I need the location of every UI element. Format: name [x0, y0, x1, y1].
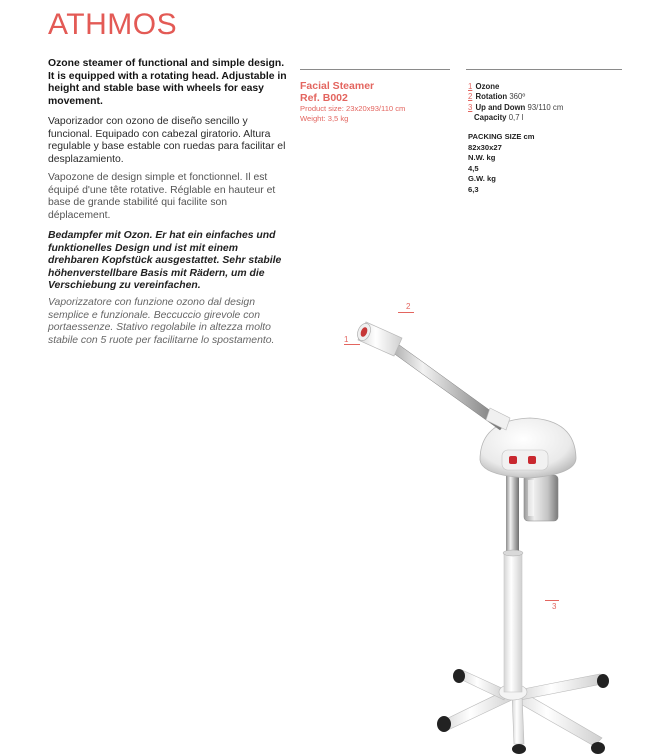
- divider-rule-left: [300, 69, 450, 70]
- description-german: Bedampfer mit Ozon. Er hat ein einfaches und funktionelles Design und ist mit einem drehbaren Kopfstück ausgestattet. Sehr stabile höhenverstellbare Basis mit Rädern, um die Verschiebung zu vereinfachen.: [48, 230, 282, 292]
- feature-label: Up and Down: [475, 102, 526, 112]
- callout-line-3: [545, 600, 559, 601]
- capacity-label: Capacity: [474, 113, 507, 123]
- feature-item: [468, 82, 563, 92]
- feature-item-capacity: [468, 113, 563, 123]
- feature-number: 3: [468, 102, 473, 112]
- steam-nozzle: [355, 321, 402, 356]
- base-column: [504, 552, 522, 692]
- product-reference: Ref. B002: [300, 92, 348, 104]
- capacity-value: 0,7 l: [508, 113, 524, 123]
- description-spanish: Vaporizador con ozono de diseño sencillo y funcional. Equipado con cabezal giratorio. Altura regulable y base estable con ruedas para facilitar el desplazamiento.: [48, 116, 286, 165]
- water-jar: [524, 475, 558, 521]
- description-italian: Vaporizzatore con funzione ozono dal design semplice e funzionale. Beccuccio girevole con portaessenze. Stativo regolabile in altezza molto stabile con 5 ruote per facilitarne lo spostamento.: [48, 297, 275, 346]
- feature-label: Rotation: [475, 92, 508, 102]
- callout-line-2: [398, 312, 414, 313]
- net-weight-value: 4,5: [468, 163, 479, 173]
- feature-number: 1: [468, 82, 473, 91]
- description-english: Ozone steamer of functional and simple design. It is equipped with a rotating head. Adjustable in height and stable base with wheels for easy movement.: [48, 58, 287, 107]
- feature-value: 93/110 cm: [527, 102, 564, 112]
- packing-info: [468, 132, 535, 196]
- chrome-column: [506, 470, 519, 554]
- product-weight: Weight: 3,5 kg: [300, 114, 349, 123]
- gross-weight-label: G.W. kg: [468, 174, 496, 184]
- divider-rule-right: [466, 69, 622, 70]
- product-size: Product size: 23x20x93/110 cm: [300, 104, 406, 113]
- page-title: ATHMOS: [48, 8, 178, 41]
- net-weight-label: N.W. kg: [468, 153, 496, 163]
- gross-weight-value: 6,3: [468, 184, 479, 194]
- callout-3: 3: [552, 602, 557, 611]
- product-name: Facial Steamer: [300, 80, 375, 92]
- ozone-switch: [528, 456, 536, 464]
- feature-item: [468, 92, 563, 102]
- packing-size: 82x30x27: [468, 142, 502, 152]
- feature-label: Ozone: [475, 82, 500, 91]
- steamer-head: [480, 418, 576, 478]
- facial-steamer-illustration: [330, 290, 660, 754]
- callout-line-1: [344, 344, 360, 345]
- power-switch: [509, 456, 517, 464]
- callout-2: 2: [406, 302, 411, 311]
- feature-list: [468, 82, 563, 124]
- packing-heading: PACKING SIZE cm: [468, 132, 535, 141]
- description-french: Vapozone de design simple et fonctionnel. Il est équipé d'une tête rotative. Réglable en hauteur et base de grande stabilité qui facilite son déplacement.: [48, 172, 276, 221]
- callout-1: 1: [344, 335, 349, 344]
- feature-item: [468, 103, 563, 113]
- feature-value: 360º: [509, 92, 526, 102]
- feature-number: 2: [468, 92, 473, 102]
- steamer-arm: [378, 334, 510, 430]
